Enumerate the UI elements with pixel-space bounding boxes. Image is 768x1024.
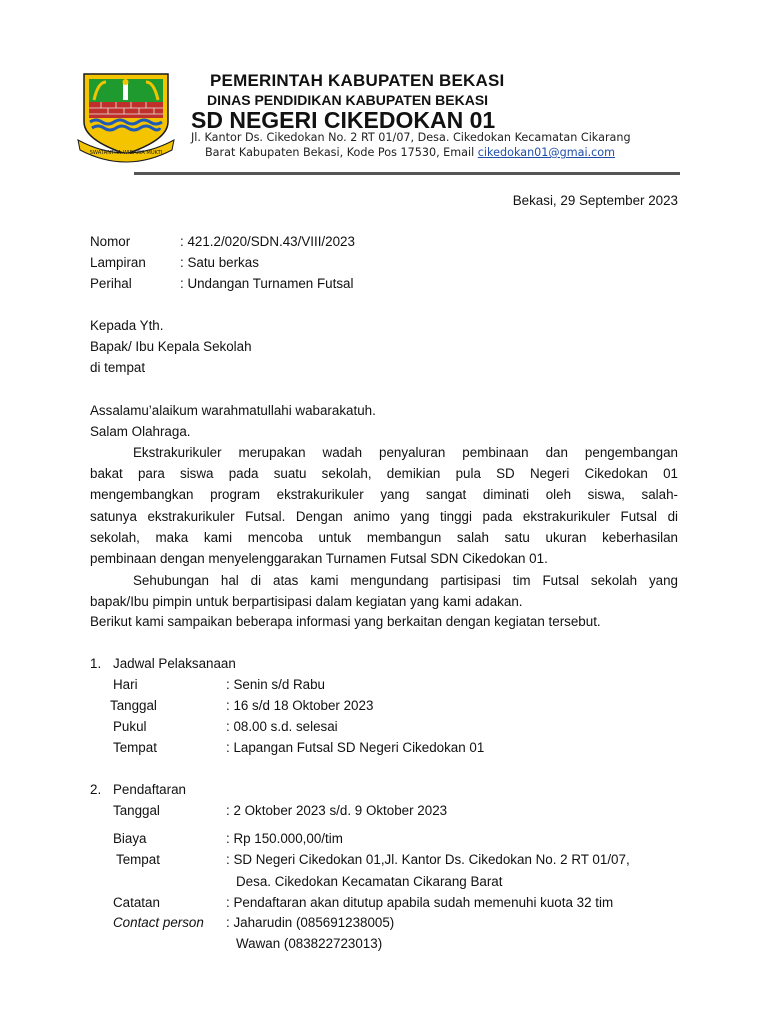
schedule-value-tanggal: : 16 s/d 18 Oktober 2023: [226, 698, 374, 713]
paragraph-invitation: [90, 570, 678, 612]
section1-title: Jadwal Pelaksanaan: [113, 656, 236, 671]
meta-label-perihal: Perihal: [90, 276, 132, 291]
schedule-label-tanggal: Tanggal: [110, 698, 157, 713]
recipient-line: Bapak/ Ibu Kepala Sekolah: [90, 339, 252, 354]
paragraph-line: sekolah, maka kami mencoba untuk membangun salah satu ukuran keberhasilan: [90, 529, 678, 545]
letterhead-school-name: SD NEGERI CIKEDOKAN 01: [191, 107, 496, 133]
email-link[interactable]: cikedokan01@gmai.com: [477, 146, 616, 159]
letterhead-address-line1: Jl. Kantor Ds. Cikedokan No. 2 RT 01/07, Desa. Cikedokan Kecamatan Cikarang: [191, 131, 631, 144]
paragraph-intro: [90, 442, 678, 569]
schedule-value-tempat: : Lapangan Futsal SD Negeri Cikedokan 01: [226, 740, 485, 755]
schedule-value-hari: : Senin s/d Rabu: [226, 677, 326, 692]
registration-label-catatan: Catatan: [113, 895, 160, 910]
letterhead-address-line2: [205, 146, 615, 159]
registration-value-tempat: : SD Negeri Cikedokan 01,Jl. Kantor Ds. Cikedokan No. 2 RT 01/07,: [226, 852, 630, 867]
registration-label-biaya: Biaya: [113, 831, 147, 846]
greeting-olahraga: Salam Olahraga.: [90, 424, 191, 439]
registration-value-tempat-cont: Desa. Cikedokan Kecamatan Cikarang Barat: [236, 874, 503, 889]
registration-label-tempat: Tempat: [116, 852, 160, 867]
letterhead-government: PEMERINTAH KABUPATEN BEKASI: [210, 71, 505, 90]
registration-label-tanggal: Tanggal: [113, 803, 160, 818]
logo-motto: SWATANTRA WIBAWA MUKTI: [89, 150, 163, 156]
meta-value-nomor: : 421.2/020/SDN.43/VIII/2023: [180, 234, 355, 249]
recipient-line: Kepada Yth.: [90, 318, 164, 333]
registration-value-contact-cont: Wawan (083822723013): [236, 936, 383, 951]
paragraph-line: pembinaan dengan menyelenggarakan Turnamen Futsal SDN Cikedokan 01.: [90, 551, 548, 567]
paragraph-info: Berikut kami sampaikan beberapa informasi yang berkaitan dengan kegiatan tersebut.: [90, 614, 601, 629]
greeting-salam: Assalamu’alaikum warahmatullahi wabarakatuh.: [90, 403, 376, 418]
registration-value-contact: : Jaharudin (085691238005): [226, 915, 395, 930]
address-prefix: Barat Kabupaten Bekasi, Kode Pos 17530, Email: [205, 146, 478, 159]
kabupaten-bekasi-logo: [76, 70, 176, 165]
letterhead-department: DINAS PENDIDIKAN KABUPATEN BEKASI: [207, 92, 489, 108]
paragraph-line: bapak/Ibu pimpin untuk berpartisipasi dalam kegiatan yang kami adakan.: [90, 594, 523, 610]
schedule-label-pukul: Pukul: [113, 719, 147, 734]
paragraph-line: mengembangkan program ekstrakurikuler yang sangat diminati oleh siswa, salah-: [90, 487, 678, 503]
letterhead-divider: [134, 172, 680, 175]
letter-date: Bekasi, 29 September 2023: [512, 193, 678, 208]
recipient-line: di tempat: [90, 360, 146, 375]
registration-label-contact: Contact person: [113, 915, 204, 930]
paragraph-line: Sehubungan hal di atas kami mengundang partisipasi tim Futsal sekolah yang: [133, 573, 678, 588]
paragraph-line: satunya ekstrakurikuler Futsal. Dengan animo yang tinggi pada ekstrakurikuler Futsal di: [90, 508, 678, 524]
section2-number: 2.: [90, 782, 102, 797]
meta-value-perihal: : Undangan Turnamen Futsal: [180, 276, 354, 291]
schedule-label-tempat: Tempat: [113, 740, 157, 755]
section2-title: Pendaftaran: [113, 782, 186, 797]
paragraph-line: Ekstrakurikuler merupakan wadah penyaluran pembinaan dan pengembangan: [133, 445, 678, 460]
schedule-label-hari: Hari: [113, 677, 138, 692]
meta-label-nomor: Nomor: [90, 234, 131, 249]
paragraph-line: bakat para siswa pada suatu sekolah, demikian pula SD Negeri Cikedokan 01: [90, 466, 678, 482]
registration-value-catatan: : Pendaftaran akan ditutup apabila sudah memenuhi kuota 32 tim: [226, 895, 614, 910]
section1-number: 1.: [90, 656, 102, 671]
registration-value-tanggal: : 2 Oktober 2023 s/d. 9 Oktober 2023: [226, 803, 448, 818]
meta-label-lampiran: Lampiran: [90, 255, 146, 270]
schedule-value-pukul: : 08.00 s.d. selesai: [226, 719, 338, 734]
registration-value-biaya: : Rp 150.000,00/tim: [226, 831, 343, 846]
meta-value-lampiran: : Satu berkas: [180, 255, 259, 270]
